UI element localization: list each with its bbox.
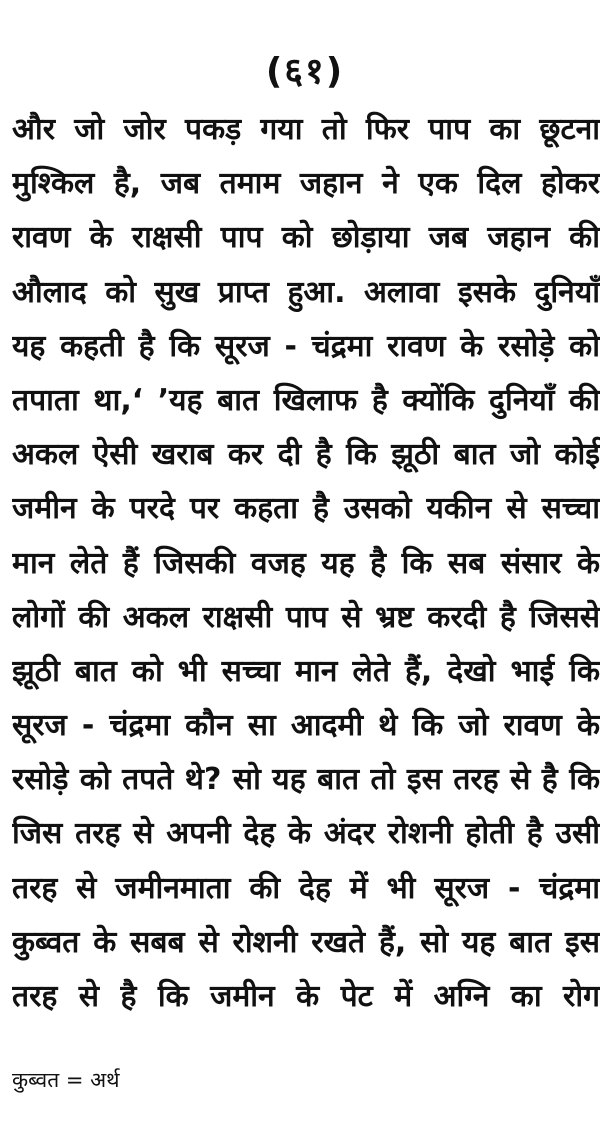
text-line: झूठी बात को भी सच्चा मान लेते हैं, देखो भाई कि bbox=[12, 653, 600, 689]
text-line: तरह से है कि जमीन के पेट में अग्नि का रोग bbox=[12, 979, 600, 1014]
text-line: मान लेते हैं जिसकी वजह यह है कि सब संसार के bbox=[12, 545, 600, 581]
text-line: तरह से जमीनमाता की देह में भी सूरज - चंद्रमा bbox=[12, 870, 600, 906]
text-line: जिस तरह से अपनी देह के अंदर रोशनी होती है उसी bbox=[12, 816, 600, 852]
footnote: कुब्वत = अर्थ bbox=[12, 1068, 120, 1092]
text-line: औलाद को सुख प्राप्त हुआ. अलावा इसके दुनियाँ bbox=[12, 274, 600, 310]
text-line: मुश्किल है, जब तमाम जहान ने एक दिल होकर bbox=[12, 166, 600, 202]
text-line: अकल ऐसी खराब कर दी है कि झूठी बात जो कोई bbox=[12, 437, 600, 473]
text-line: और जो जोर पकड़ गया तो फिर पाप का छूटना bbox=[12, 112, 600, 147]
text-line: तपाता था,‘ ’यह बात खिलाफ है क्योंकि दुनियाँ की bbox=[12, 382, 600, 418]
text-line: जमीन के परदे पर कहता है उसको यकीन से सच्चा bbox=[12, 491, 600, 527]
text-line: कुब्वत के सबब से रोशनी रखते हैं, सो यह बात इस bbox=[12, 924, 600, 960]
text-line: रावण के राक्षसी पाप को छोड़ाया जब जहान की bbox=[12, 220, 600, 256]
text-line: सूरज - चंद्रमा कौन सा आदमी थे कि जो रावण के bbox=[12, 708, 600, 744]
text-line: रसोड़े को तपते थे? सो यह बात तो इस तरह से है कि bbox=[12, 762, 600, 798]
text-line: यह कहती है कि सूरज - चंद्रमा रावण के रसोड़े को bbox=[12, 328, 600, 364]
page-number: (६१) bbox=[265, 51, 345, 92]
text-line: लोगों की अकल राक्षसी पाप से भ्रष्ट करदी है जिससे bbox=[12, 599, 600, 635]
body-text bbox=[12, 103, 600, 1024]
